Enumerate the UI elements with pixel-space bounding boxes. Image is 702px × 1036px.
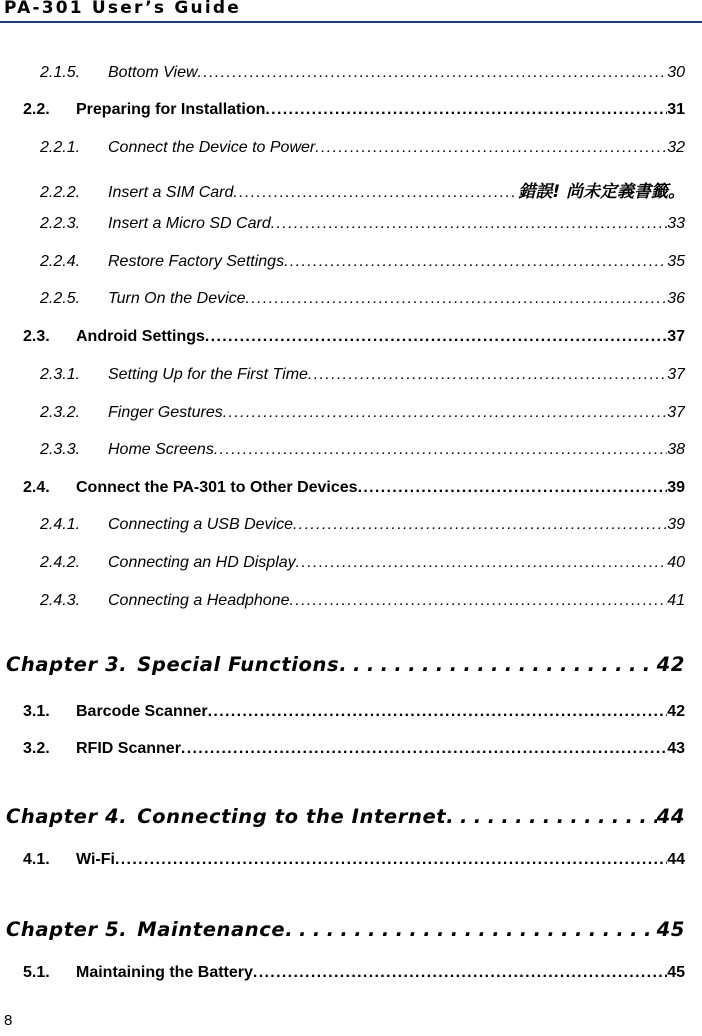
toc-entry-number: 2.1.5.	[40, 64, 81, 81]
toc-dot-leader	[293, 516, 667, 534]
toc-dot-leader	[115, 851, 667, 869]
toc-subsection-entry[interactable]	[40, 592, 685, 614]
toc-entry-page: 40	[667, 554, 685, 571]
toc-entry-page: 42	[667, 703, 685, 720]
toc-subsection-entry[interactable]	[40, 64, 685, 86]
toc-entry-page: 32	[667, 139, 685, 156]
toc-dot-leader	[358, 479, 668, 497]
toc-entry-number: 2.4.1.	[40, 516, 81, 533]
toc-entry-title: Insert a Micro SD Card	[108, 215, 271, 232]
toc-entry-number: 2.4.3.	[40, 592, 81, 609]
toc-entry-number: 3.1.	[23, 703, 50, 720]
toc-entry-page: 31	[667, 101, 685, 118]
toc-entry-page: 37	[667, 404, 685, 421]
toc-dot-leader	[271, 215, 667, 233]
toc-subsection-entry[interactable]	[40, 404, 685, 426]
toc-entry-number: 2.2.2.	[40, 184, 81, 199]
toc-entry-page: 39	[667, 516, 685, 533]
toc-subsection-entry[interactable]	[40, 290, 685, 312]
toc-entry-title: Connect the Device to Power	[108, 139, 316, 156]
toc-dot-leader	[308, 366, 667, 384]
toc-subsection-entry[interactable]	[40, 516, 685, 538]
toc-entry-page: 45	[656, 918, 685, 941]
toc-section-entry[interactable]	[23, 328, 685, 350]
toc-entry-page: 30	[667, 64, 685, 81]
toc-entry-page: 42	[656, 653, 685, 676]
toc-entry-title: Wi-Fi	[76, 851, 115, 868]
toc-subsection-entry[interactable]	[40, 139, 685, 161]
toc-dot-leader	[233, 184, 514, 199]
toc-entry-title: Android Settings	[76, 328, 205, 345]
toc-dot-leader	[253, 964, 667, 982]
toc-entry-number: 2.3.1.	[40, 366, 81, 383]
toc-entry-title: Setting Up for the First Time	[108, 366, 308, 383]
toc-entry-number: Chapter 4.	[6, 805, 128, 828]
toc-dot-leader	[205, 328, 667, 346]
toc-entry-number: 2.3.3.	[40, 441, 81, 458]
toc-subsection-entry[interactable]	[40, 177, 685, 199]
toc-subsection-entry[interactable]	[40, 366, 685, 388]
toc-section-entry[interactable]	[23, 851, 685, 873]
toc-entry-title: Maintenance	[137, 918, 286, 941]
toc-entry-title: Special Functions	[137, 653, 340, 676]
toc-entry-number: 2.3.	[23, 328, 50, 345]
toc-subsection-entry[interactable]	[40, 215, 685, 237]
toc-dot-leader	[315, 139, 667, 157]
toc-dot-leader	[265, 101, 667, 119]
toc-entry-title: Home Screens	[108, 441, 214, 458]
toc-entry-title: Connecting a Headphone	[108, 592, 290, 609]
toc-entry-title: Insert a SIM Card	[108, 184, 234, 199]
toc-entry-title: Connecting to the Internet	[137, 805, 447, 828]
toc-section-entry[interactable]	[23, 479, 685, 501]
toc-dot-leader	[208, 703, 668, 721]
toc-entry-page: 43	[667, 740, 685, 757]
toc-entry-page: 37	[667, 366, 685, 383]
toc-entry-page: 39	[667, 479, 685, 496]
toc-entry-number: 2.2.3.	[40, 215, 81, 232]
toc-section-entry[interactable]	[23, 964, 685, 986]
toc-entry-title: Bottom View	[108, 64, 198, 81]
document-title: PA-301 User’s Guide	[4, 0, 241, 18]
toc-subsection-entry[interactable]	[40, 441, 685, 463]
toc-entry-number: 4.1.	[23, 851, 50, 868]
toc-entry-number: 2.2.5.	[40, 290, 81, 307]
toc-entry-number: 2.2.4.	[40, 253, 81, 270]
toc-entry-number: 2.4.2.	[40, 554, 81, 571]
toc-entry-title: Turn On the Device	[108, 290, 246, 307]
toc-entry-number: Chapter 3.	[6, 653, 128, 676]
toc-dot-leader	[198, 64, 668, 82]
toc-dot-leader	[296, 554, 668, 572]
toc-entry-title: Maintaining the Battery	[76, 964, 253, 981]
toc-entry-number: 5.1.	[23, 964, 50, 981]
toc-section-entry[interactable]	[23, 740, 685, 762]
toc-dot-leader	[285, 918, 656, 941]
toc-subsection-entry[interactable]	[40, 554, 685, 576]
toc-entry-page: 37	[667, 328, 685, 345]
toc-entry-page: 45	[667, 964, 685, 981]
toc-section-entry[interactable]	[23, 101, 685, 123]
toc-section-entry[interactable]	[23, 703, 685, 725]
toc-dot-leader	[284, 253, 667, 271]
toc-entry-title: Connect the PA-301 to Other Devices	[76, 479, 358, 496]
toc-dot-leader	[181, 740, 667, 758]
toc-entry-page: 44	[656, 805, 685, 828]
toc-entry-number: 2.2.	[23, 101, 50, 118]
toc-dot-leader	[339, 653, 656, 676]
toc-entry-page: 41	[667, 592, 685, 609]
toc-entry-title: Finger Gestures	[108, 404, 223, 421]
toc-entry-number: 2.3.2.	[40, 404, 81, 421]
toc-dot-leader	[246, 290, 668, 308]
page-number: 8	[4, 1012, 13, 1029]
toc-bookmark-error: 錯誤! 尚未定義書籤。	[518, 182, 685, 199]
toc-entry-number: 2.4.	[23, 479, 50, 496]
toc-dot-leader	[446, 805, 656, 828]
toc-entry-title: Restore Factory Settings	[108, 253, 285, 270]
page-header	[0, 0, 702, 22]
toc-entry-title: Barcode Scanner	[76, 703, 208, 720]
toc-dot-leader	[214, 441, 667, 459]
toc-chapter-entry[interactable]	[6, 653, 685, 681]
toc-entry-title: RFID Scanner	[76, 740, 181, 757]
header-divider	[0, 21, 702, 23]
toc-entry-number: 3.2.	[23, 740, 50, 757]
toc-entry-title: Preparing for Installation	[76, 101, 266, 118]
toc-entry-page: 36	[667, 290, 685, 307]
toc-entry-title: Connecting a USB Device	[108, 516, 293, 533]
toc-entry-page: 35	[667, 253, 685, 270]
toc-entry-number: 2.2.1.	[40, 139, 81, 156]
toc-dot-leader	[289, 592, 667, 610]
toc-dot-leader	[223, 404, 667, 422]
toc-subsection-entry[interactable]	[40, 253, 685, 275]
toc-entry-number: Chapter 5.	[6, 918, 128, 941]
toc-chapter-entry[interactable]	[6, 805, 685, 833]
toc-entry-page: 38	[667, 441, 685, 458]
toc-entry-page: 44	[667, 851, 685, 868]
toc-entry-page: 33	[667, 215, 685, 232]
toc-entry-title: Connecting an HD Display	[108, 554, 296, 571]
toc-chapter-entry[interactable]	[6, 918, 685, 946]
